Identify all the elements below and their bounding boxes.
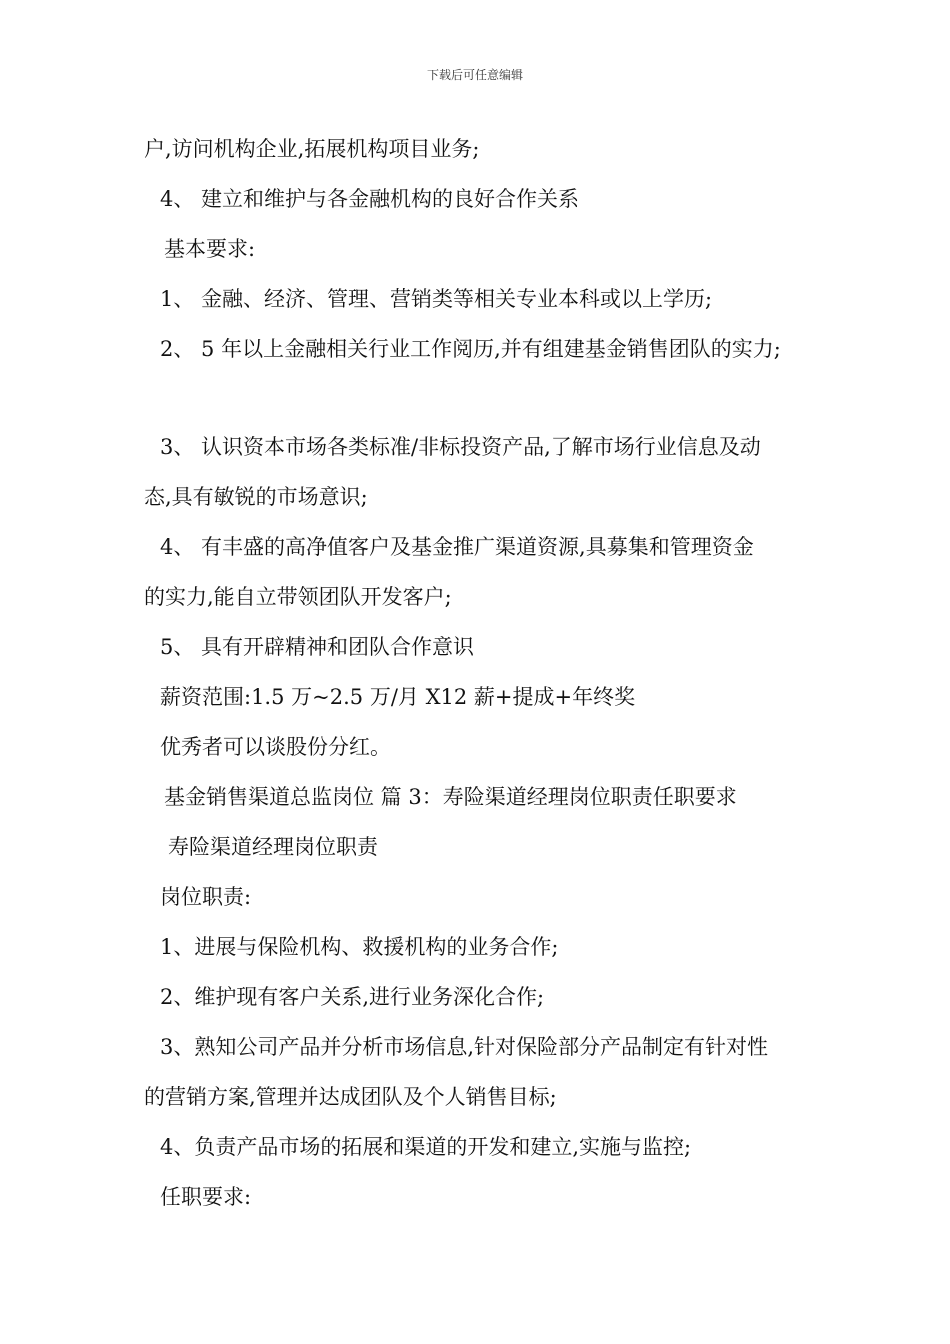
text-line: 4、负责产品市场的拓展和渠道的开发和建立,实施与监控; — [160, 1135, 692, 1159]
text-line: 5、 具有开辟精神和团队合作意识 — [160, 635, 475, 659]
text-line: 2、 5 年以上金融相关行业工作阅历,并有组建基金销售团队的实力; — [160, 337, 781, 361]
text-line: 的实力,能自立带领团队开发客户; — [144, 585, 452, 609]
text-line: 3、 认识资本市场各类标准/非标投资产品,了解市场行业信息及动 — [160, 435, 761, 459]
text-line: 的营销方案,管理并达成团队及个人销售目标; — [144, 1085, 557, 1109]
text-line: 基金销售渠道总监岗位 篇 3：寿险渠道经理岗位职责任职要求 — [164, 785, 737, 809]
text-line: 基本要求: — [164, 237, 256, 261]
text-line: 户,访问机构企业,拓展机构项目业务; — [144, 137, 480, 161]
text-line: 3、熟知公司产品并分析市场信息,针对保险部分产品制定有针对性 — [160, 1035, 769, 1059]
text-line: 1、 金融、经济、管理、营销类等相关专业本科或以上学历; — [160, 287, 713, 311]
text-line: 2、维护现有客户关系,进行业务深化合作; — [160, 985, 545, 1009]
text-line: 薪资范围:1.5 万~2.5 万/月 X12 薪+提成+年终奖 — [160, 685, 636, 709]
page-header: 下载后可任意编辑 — [426, 68, 523, 82]
text-line: 寿险渠道经理岗位职责 — [168, 835, 378, 859]
text-line: 任职要求: — [160, 1185, 252, 1209]
text-line: 岗位职责: — [160, 885, 252, 909]
text-line: 优秀者可以谈股份分红。 — [160, 735, 391, 759]
text-line: 1、进展与保险机构、救援机构的业务合作; — [160, 935, 559, 959]
text-line: 态,具有敏锐的市场意识; — [144, 485, 368, 509]
text-line: 4、 建立和维护与各金融机构的良好合作关系 — [160, 187, 580, 211]
text-line: 4、 有丰盛的高净值客户及基金推广渠道资源,具募集和管理资金 — [160, 535, 754, 559]
